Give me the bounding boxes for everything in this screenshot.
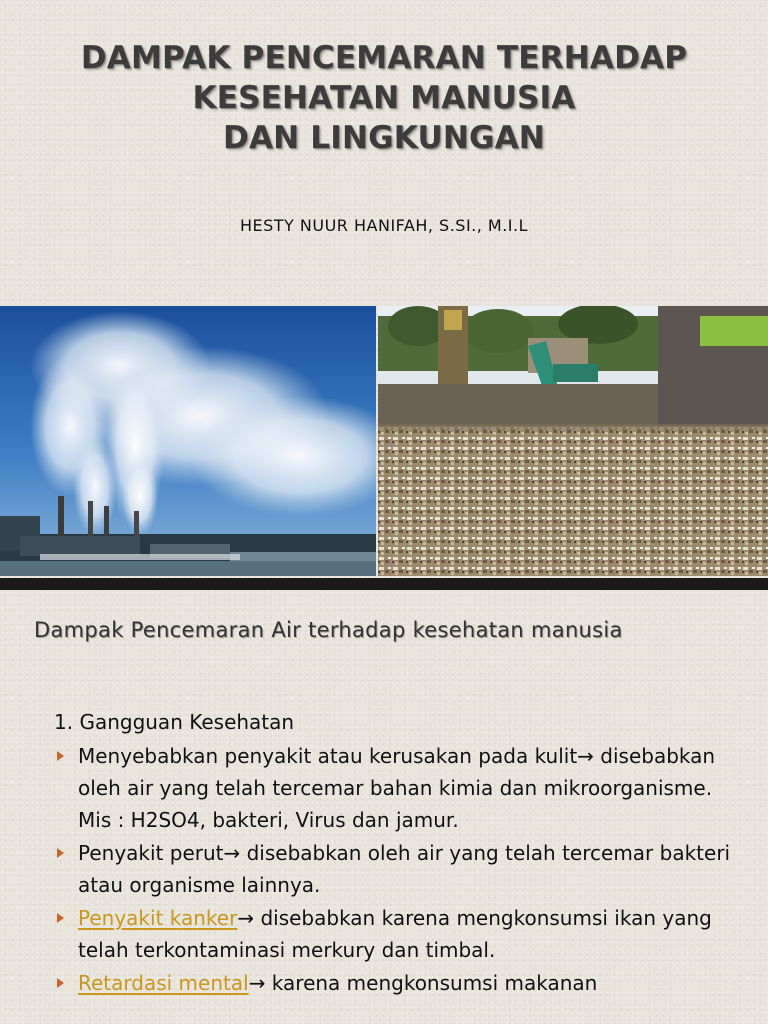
bullet-arrow-icon bbox=[57, 848, 64, 858]
numbered-item: 1. Gangguan Kesehatan bbox=[54, 710, 295, 734]
bullet-arrow-icon bbox=[57, 978, 64, 988]
slide-heading: Dampak Pencemaran Air terhadap kesehatan manusia bbox=[34, 618, 623, 642]
link-penyakit-kanker[interactable]: Penyakit kanker bbox=[78, 906, 238, 930]
bullet-text: → disebabkan karena mengkonsumsi ikan yang telah terkontaminasi merkury dan timbal. bbox=[78, 906, 712, 962]
bullet-item bbox=[54, 740, 734, 836]
bullet-text: Penyakit perut→ disebabkan oleh air yang telah tercemar bakteri atau organisme lainnya. bbox=[78, 841, 731, 897]
bullet-item bbox=[54, 837, 734, 901]
title-line-3: DAN LINGKUNGAN bbox=[223, 120, 545, 156]
factory-smoke-photo bbox=[0, 306, 376, 576]
title-line-2: KESEHATAN MANUSIA bbox=[192, 80, 576, 116]
presentation-title bbox=[0, 38, 768, 158]
title-line-1: DAMPAK PENCEMARAN TERHADAP bbox=[80, 40, 688, 76]
author-name: HESTY NUUR HANIFAH, S.SI., M.I.L bbox=[239, 216, 529, 235]
bullet-text: → karena mengkonsumsi makanan bbox=[248, 971, 598, 995]
bullet-arrow-icon bbox=[57, 913, 64, 923]
bullet-item bbox=[54, 967, 734, 999]
bullet-item bbox=[54, 902, 734, 966]
bullet-arrow-icon bbox=[57, 751, 64, 761]
link-retardasi-mental[interactable]: Retardasi mental bbox=[78, 971, 249, 995]
slide-body bbox=[54, 706, 734, 999]
polluted-river-photo bbox=[378, 306, 768, 576]
slide-water-pollution bbox=[0, 590, 768, 1024]
bullet-text: Menyebabkan penyakit atau kerusakan pada kulit→ disebabkan oleh air yang telah tercemar bahan kimia dan mikroorganisme. Mis : H2SO4, bakteri, Virus dan jamur. bbox=[78, 744, 716, 832]
